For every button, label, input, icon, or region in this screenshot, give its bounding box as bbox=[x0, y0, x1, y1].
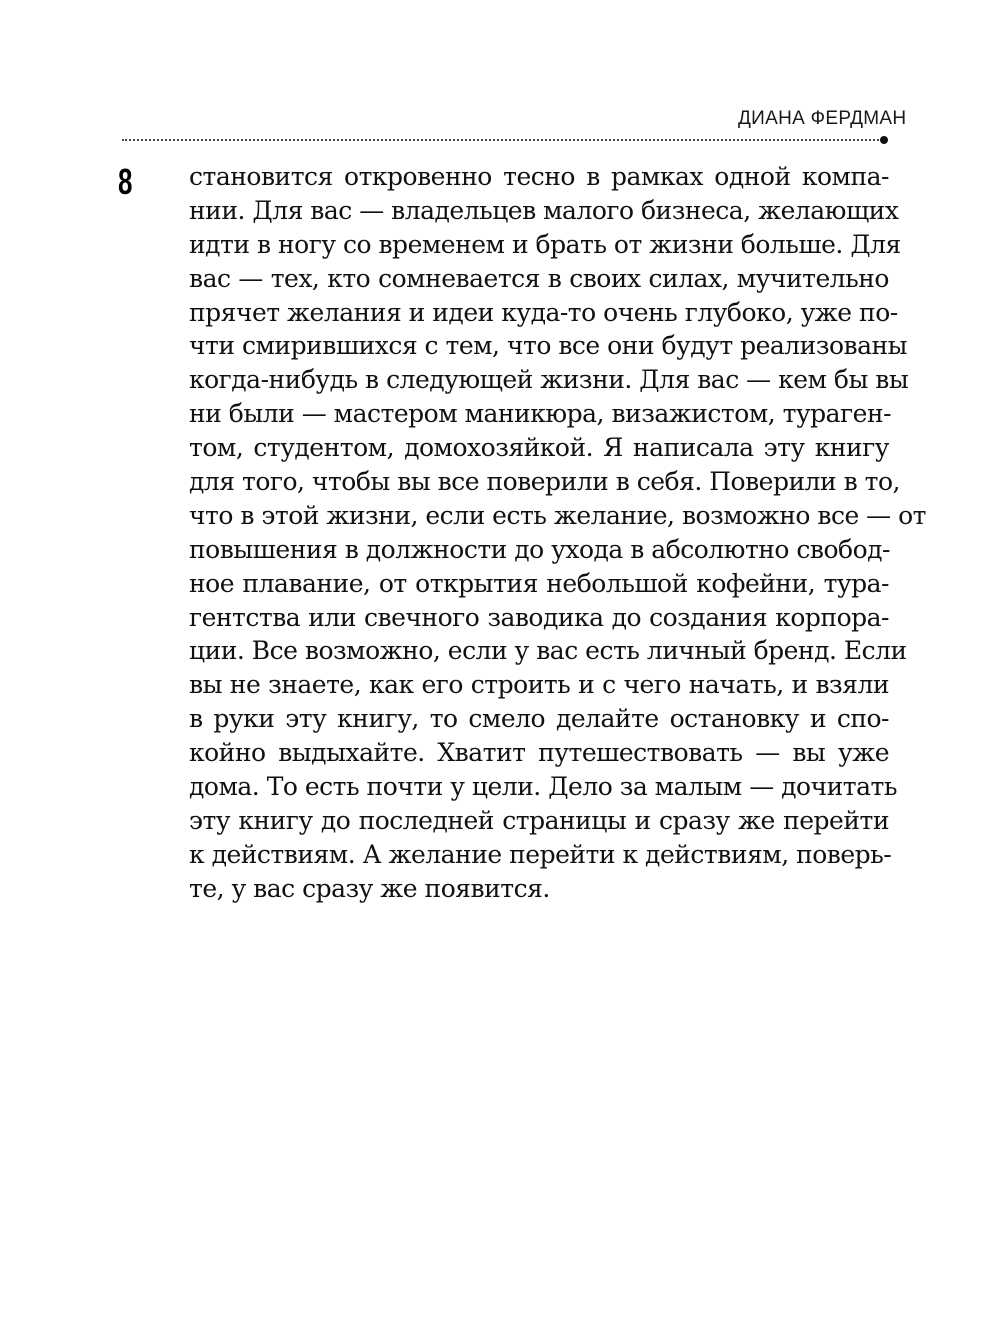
running-head: ДИАНА ФЕРДМАН bbox=[738, 108, 907, 129]
text-line: вы не знаете, как его строить и с чего начать, и взяли bbox=[189, 670, 889, 700]
text-line: ни были — мастером маникюра, визажистом, тураген- bbox=[189, 399, 892, 429]
text-line: вас — тех, кто сомневается в своих силах, мучительно bbox=[189, 263, 889, 293]
text-line: нии. Для вас — владельцев малого бизнеса, желающих bbox=[189, 195, 899, 225]
text-line-last: те, у вас сразу же появится. bbox=[189, 873, 550, 903]
text-line: чти смирившихся с тем, что все они будут реализованы bbox=[189, 331, 908, 361]
text-line: когда-нибудь в следующей жизни. Для вас — кем бы вы bbox=[189, 365, 909, 395]
text-line: в руки эту книгу, то смело делайте остановку и спо- bbox=[189, 704, 889, 734]
text-line: гентства или свечного заводика до создания корпора- bbox=[189, 602, 889, 632]
text-line: становится откровенно тесно в рамках одной компа- bbox=[189, 162, 889, 191]
text-line: для того, чтобы вы все поверили в себя. Поверили в то, bbox=[189, 467, 900, 497]
page-number: 8 bbox=[118, 161, 133, 202]
header-rule-end-dot bbox=[880, 136, 888, 144]
text-line: койно выдыхайте. Хватит путешествовать — вы уже bbox=[189, 738, 889, 768]
header-dotted-rule bbox=[122, 139, 879, 141]
text-line: прячет желания и идеи куда-то очень глубоко, уже по- bbox=[189, 297, 898, 327]
body-text bbox=[189, 160, 927, 906]
text-line: повышения в должности до ухода в абсолютно свобод- bbox=[189, 534, 891, 564]
text-line: идти в ногу со временем и брать от жизни больше. Для bbox=[189, 229, 901, 259]
text-line: том, студентом, домохозяйкой. Я написала эту книгу bbox=[189, 433, 889, 463]
text-line: что в этой жизни, если есть желание, возможно все — от bbox=[189, 500, 927, 530]
text-line: ное плавание, от открытия небольшой кофейни, тура- bbox=[189, 568, 889, 598]
text-line: ции. Все возможно, если у вас есть личный бренд. Если bbox=[189, 636, 907, 666]
text-line: к действиям. А желание перейти к действиям, поверь- bbox=[189, 839, 892, 869]
text-line: эту книгу до последней страницы и сразу же перейти bbox=[189, 805, 889, 835]
text-line: дома. То есть почти у цели. Дело за малым — дочитать bbox=[189, 772, 897, 802]
